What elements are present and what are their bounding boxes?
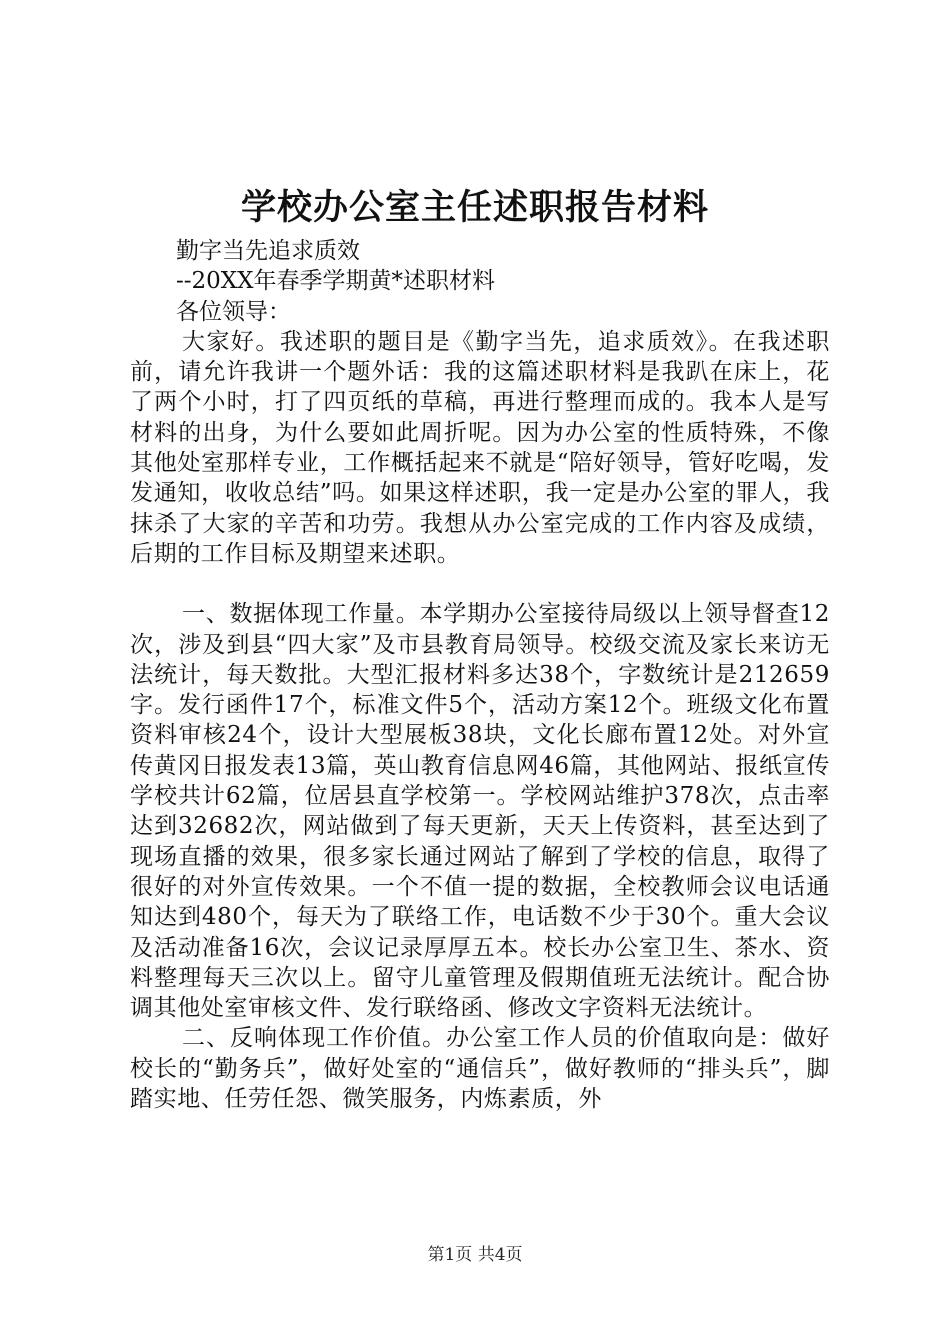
document-title: 学校办公室主任述职报告材料 [240, 187, 709, 228]
page-footer: 第1页 共4页 [427, 1245, 523, 1265]
subtitle-line-2: --20XX年春季学期黄*述职材料 [176, 268, 496, 295]
paragraph-section-2: 二、反响体现工作价值。办公室工作人员的价值取向是：做好校长的“勤务兵”，做好处室的“通信兵”，做好教师的“排头兵”，脚踏实地、任劳任怨、微笑服务，内炼素质，外 [130, 1025, 830, 1113]
salutation: 各位领导： [176, 298, 291, 325]
paragraph-section-1: 一、数据体现工作量。本学期办公室接待局级以上领导督查12次，涉及到县“四大家”及市县教育局领导。校级交流及家长来访无法统计，每天数批。大型汇报材料多达38个，字数统计是212659字。发行函件17个，标准文件5个，活动方案12个。班级文化布置资料审核24个，设计大型展板38块，文化长廊布置12处。对外宣传黄冈日报发表13篇，英山教育信息网46篇，其他网站、报纸宣传学校共计62篇，位居县直学校第一。学校网站维护378次，点击率达到32682次，网站做到了每天更新，天天上传资料，甚至达到了现场直播的效果，很多家长通过网站了解到了学校的信息，取得了很好的对外宣传效果。一个不值一提的数据，全校教师会议电话通知达到480个，每天为了联络工作，电话数不少于30个。重大会议及活动准备16次，会议记录厚厚五本。校长办公室卫生、茶水、资料整理每天三次以上。留守儿童管理及假期值班无法统计。配合协调其他处室审核文件、发行联络函、修改文字资料无法统计。 [130, 601, 830, 1022]
document-body [130, 236, 830, 1114]
paragraph-intro: 大家好。我述职的题目是《勤字当先，追求质效》。在我述职前，请允许我讲一个题外话：我的这篇述职材料是我趴在床上，花了两个小时，打了四页纸的草稿，再进行整理而成的。我本人是写材料的出身，为什么要如此周折呢。因为办公室的性质特殊，不像其他处室那样专业，工作概括起来不就是“陪好领导，管好吃喝，发发通知，收收总结”吗。如果这样述职，我一定是办公室的罪人，我抹杀了大家的辛苦和功劳。我想从办公室完成的工作内容及成绩，后期的工作目标及期望来述职。 [130, 328, 830, 567]
paragraph-gap [130, 569, 830, 599]
subtitle-line-1: 勤字当先追求质效 [176, 238, 360, 264]
